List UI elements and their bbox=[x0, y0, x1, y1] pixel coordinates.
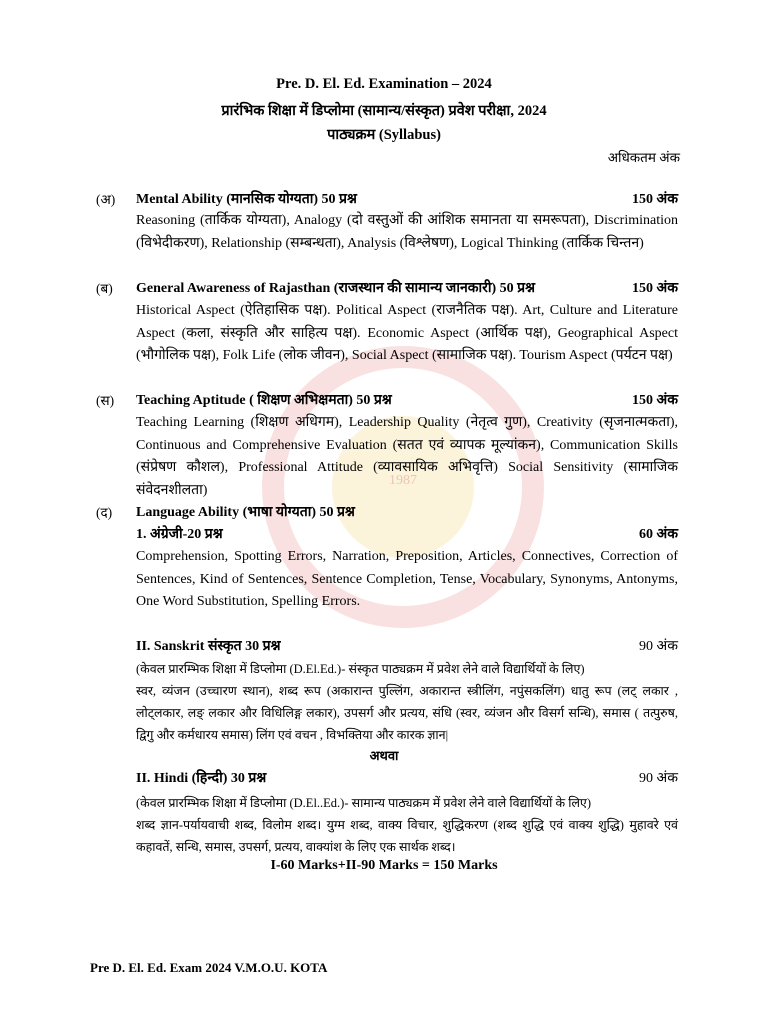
total-marks: I-60 Marks+II-90 Marks = 150 Marks bbox=[270, 858, 498, 873]
english-marks: 60 अंक bbox=[639, 527, 678, 542]
page-footer: Pre D. El. Ed. Exam 2024 V.M.O.U. KOTA bbox=[90, 960, 328, 975]
hindi-note: (केवल प्रारम्भिक शिक्षा में डिप्लोमा (D.El..Ed.)- सामान्य पाठ्यक्रम में प्रवेश लेने वाले विद्यार्थियों के लिए) bbox=[136, 796, 591, 810]
section-d-letter: (द) bbox=[96, 505, 113, 520]
hindi-body: शब्द ज्ञान-पर्यायवाची शब्द, विलोम शब्द। युग्म शब्द, वाक्य विचार, शुद्धिकरण (शब्द शुद्धि एवं वाक्य शुद्धि) मुहावरे एवं कहावतें, सन्धि, समास, उपसर्ग, प्रत्यय, वाक्यांश के लिए एक सार्थक शब्द। bbox=[136, 818, 678, 854]
section-b-title: General Awareness of Rajasthan (राजस्थान की सामान्य जानकारी) 50 प्रश्न bbox=[136, 281, 535, 296]
exam-title: Pre. D. El. Ed. Examination – 2024 bbox=[276, 76, 492, 92]
section-b-letter: (ब) bbox=[96, 281, 113, 296]
or-separator: अथवा bbox=[369, 748, 399, 763]
section-a-letter: (अ) bbox=[96, 192, 116, 207]
section-c-title: Teaching Aptitude ( शिक्षण अभिक्षमता) 50 प्रश्न bbox=[136, 393, 392, 408]
english-body: Comprehension, Spotting Errors, Narration, Preposition, Articles, Connectives, Correction of Sentences, Kind of Sentences, Sentence Completion, Tense, Vocabulary, Synonyms, Antonyms, One Word Substitution, Spelling Errors. bbox=[136, 549, 678, 609]
section-b-marks: 150 अंक bbox=[632, 281, 678, 296]
hindi-marks: 90 अंक bbox=[639, 771, 678, 786]
section-a-body: Reasoning (तार्किक योग्यता), Analogy (दो वस्तुओं की आंशिक समानता या समरूपता), Discrimination (विभेदीकरण), Relationship (सम्बन्धता), Analysis (विश्लेषण), Logical Thinking (तार्किक चिन्तन) bbox=[136, 213, 678, 251]
exam-title-hindi: प्रारंभिक शिक्षा में डिप्लोमा (सामान्य/संस्कृत) प्रवेश परीक्षा, 2024 bbox=[221, 103, 547, 119]
section-c-letter: (स) bbox=[96, 393, 115, 408]
seal-year: 1987 bbox=[389, 473, 417, 488]
section-c-body: Teaching Learning (शिक्षण अधिगम), Leadership Quality (नेतृत्व गुण), Creativity (सृजनात्मकता), Continuous and Comprehensive Evaluation (सतत एवं व्यापक मूल्यांकन), Communication Skills (संप्रेषण कौशल), Professional Attitude (व्यावसायिक अभिवृत्ति) Social Sensitivity (सामाजिक संवेदनशीलता) bbox=[136, 415, 678, 498]
sanskrit-marks: 90 अंक bbox=[639, 639, 678, 654]
syllabus-heading: पाठ्यक्रम (Syllabus) bbox=[327, 127, 441, 143]
section-a-marks: 150 अंक bbox=[632, 192, 678, 207]
section-a-title: Mental Ability (मानसिक योग्यता) 50 प्रश्न bbox=[136, 192, 357, 207]
section-c-marks: 150 अंक bbox=[632, 393, 678, 408]
section-d-title: Language Ability (भाषा योग्यता) 50 प्रश्न bbox=[136, 505, 355, 520]
sanskrit-note: (केवल प्रारम्भिक शिक्षा में डिप्लोमा (D.El.Ed.)- संस्कृत पाठ्यक्रम में प्रवेश लेने वाले विद्यार्थियों के लिए) bbox=[136, 662, 585, 676]
english-title: 1. अंग्रेजी-20 प्रश्न bbox=[136, 527, 223, 542]
sanskrit-body: स्वर, व्यंजन (उच्चारण स्थान), शब्द रूप (अकारान्त पुल्लिंग, अकारान्त स्त्रीलिंग, नपुंसकलिंग) धातु रूप (लट् लकार , लोट्लकार, लङ् लकार और विधिलिङ्ग लकार), उपसर्ग और प्रत्यय, संधि (स्वर, व्यंजन और विसर्ग सन्धि), समास ( तत्पुरुष, द्विगु और कर्मधारय समास) लिंग एवं वचन , विभक्तिया और कारक ज्ञान| bbox=[136, 684, 678, 742]
section-b-body: Historical Aspect (ऐतिहासिक पक्ष). Political Aspect (राजनैतिक पक्ष). Art, Culture and Literature Aspect (कला, संस्कृति और साहित्य पक्ष). Economic Aspect (आर्थिक पक्ष), Geographical Aspect (भौगोलिक पक्ष), Folk Life (लोक जीवन), Social Aspect (सामाजिक पक्ष). Tourism Aspect (पर्यटन पक्ष) bbox=[136, 303, 678, 363]
hindi-title: II. Hindi (हिन्दी) 30 प्रश्न bbox=[136, 771, 267, 786]
sanskrit-title: II. Sanskrit संस्कृत 30 प्रश्न bbox=[136, 639, 281, 654]
max-marks-label: अधिकतम अंक bbox=[607, 150, 680, 165]
